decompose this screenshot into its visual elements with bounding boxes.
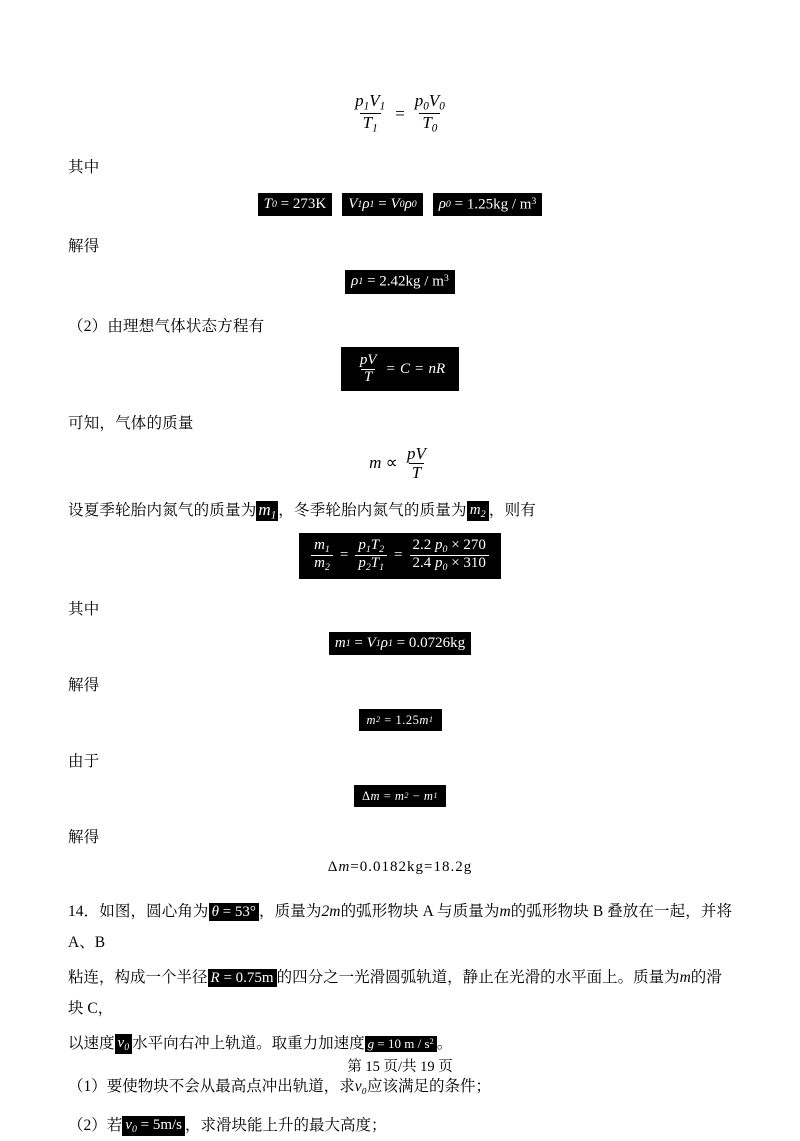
chip-row-conditions [68, 193, 732, 217]
formula-delta-result-body: Δ m = 0.0182kg = 18.2g [327, 858, 473, 875]
chip-gravity: g = 10 m / $s^2$ [365, 1036, 437, 1052]
line-define-masses [68, 496, 732, 525]
question-14-line2 [68, 962, 732, 1024]
q14-italic-m2: m [679, 968, 691, 986]
q14-sub1-end: 应该满足的条件； [367, 1077, 492, 1095]
label-kezhi: 可知，气体的质量 [68, 415, 194, 433]
chip-delta-m: Δ m = m 2 − m 1 [354, 785, 446, 807]
q14-text-h: 以速度 [68, 1034, 115, 1052]
chip-m1-value: m 1 = V 1 ρ 1 = 0.0726kg [329, 632, 471, 655]
q14-sub2-text-b: ，求滑块能上升的最大高度； [185, 1116, 387, 1134]
chip-m1-inline: $m_1$ [258, 499, 277, 522]
q14-sub1-var: v₀ [354, 1077, 368, 1095]
chip-rho0: ρ 0 = $1.25kg / m^3$ [433, 193, 543, 217]
q14-text-f: 的四分之一光滑圆弧轨道，静止在光滑的水平面上。质量为 [276, 968, 680, 986]
chip-v1rho1: V 1 ρ 1 = V 0 ρ 0 [342, 193, 422, 216]
q14-text-b: ，质量为 [258, 902, 322, 920]
q14-italic-m1: m [499, 902, 511, 920]
chip-v0-inline: $v_0$ [115, 1034, 133, 1055]
q14-sub2-text-a: （2）若 [68, 1116, 123, 1134]
chip-row-mass-ratio [68, 533, 732, 579]
question-14-sub2 [68, 1110, 732, 1141]
chip-v0-value: $v_0 = 5m/s$ [122, 1116, 185, 1137]
q14-text-c: 的弧形物块 A 与质量为 [340, 902, 500, 920]
chip-row-m1-value [68, 632, 732, 655]
chip-row-pv-over-t [68, 347, 732, 392]
text-set-mid: ，冬季轮胎内氮气的质量为 [278, 501, 467, 519]
chip-radius: R = 0.75m [208, 969, 277, 988]
label-jiede-2: 解得 [68, 677, 100, 695]
formula-p1v1-t1: $\frac{p_1V_1}{T_1}$ = $\frac{p_0V_0}{T_0}$ [355, 91, 445, 135]
chip-m2-value: m 2 = 1.25 m 1 [359, 709, 442, 731]
q14-text-a: 如图，圆心角为 [99, 902, 209, 920]
chip-pv-t: $\frac{pV}{T}$ = C = nR [341, 347, 459, 392]
text-set-suffix: ，则有 [488, 501, 536, 519]
equation-state-law [68, 92, 732, 135]
q14-text-d: 的弧形物块 B 叠放在一起，并将 A、B [68, 902, 732, 951]
label-youyu: 由于 [68, 753, 100, 771]
question-14-paragraph [68, 896, 732, 958]
chip-t0: T 0 = 273K [258, 193, 333, 216]
q14-text-j: 。 [436, 1034, 453, 1052]
q14-text-g: 的滑块 C， [68, 968, 722, 1017]
q14-text-i: 水平向右冲上轨道。取重力加速度 [132, 1034, 365, 1052]
label-jiede-1: 解得 [68, 238, 100, 256]
label-question-2: （2）由理想气体状态方程有 [68, 317, 265, 335]
chip-row-delta-m [68, 785, 732, 807]
label-qizhong-2: 其中 [68, 600, 100, 618]
chip-row-rho1 [68, 270, 732, 294]
chip-rho1: ρ 1 = $2.42kg / m^3$ [345, 270, 455, 294]
label-jiede-3: 解得 [68, 829, 100, 847]
formula-delta-m-result [68, 859, 732, 876]
label-qizhong-1: 其中 [68, 159, 100, 177]
page-footer: 第 15 页/共 19 页 [347, 1059, 453, 1075]
chip-mass-ratio: $\frac{m_1}{m_2}$ = $\frac{p_1T_2}{p_2T_1}$ = $\frac{2.2 p_0 \times 270}{2.4 p_0 \times 310}$ [299, 533, 501, 579]
chip-m2-inline: $m_2$ [467, 501, 489, 522]
question-14-line3 [68, 1028, 732, 1059]
page-content [68, 78, 732, 1141]
question-14-number: 14． [68, 902, 100, 920]
formula-m-proportional [68, 445, 732, 482]
q14-italic-2m: 2m [321, 902, 341, 920]
q14-text-e: 粘连，构成一个半径 [68, 968, 208, 986]
text-set-prefix: 设夏季轮胎内氮气的质量为 [68, 501, 257, 519]
chip-theta: θ = 53° [209, 903, 259, 922]
q14-sub1-text: （1）要使物块不会从最高点冲出轨道，求 [68, 1077, 355, 1095]
formula-m-prop-body: m ∝ $\frac{pV}{T}$ [369, 443, 426, 482]
chip-row-m2-value [68, 709, 732, 731]
